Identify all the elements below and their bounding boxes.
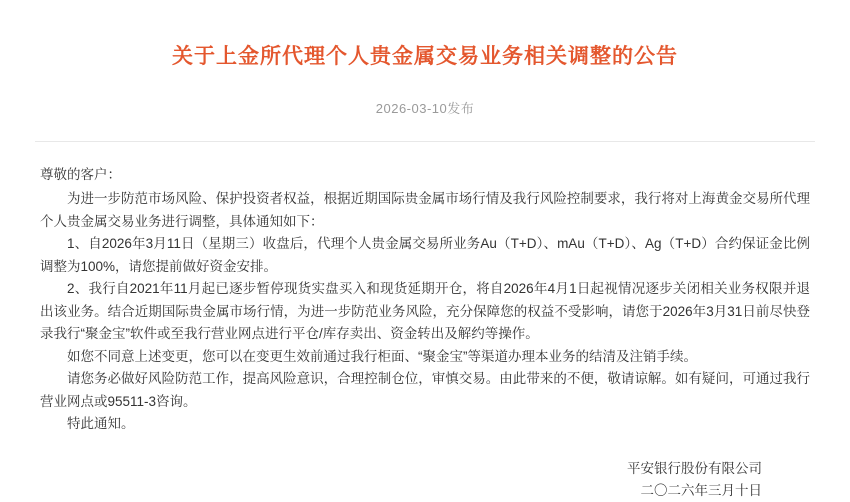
paragraph-closing: 特此通知。: [67, 416, 135, 431]
signature-date: 二〇二六年三月十日: [640, 482, 762, 498]
signature-organization: 平安银行股份有限公司: [627, 460, 762, 476]
paragraph-intro: 为进一步防范市场风险、保护投资者权益，根据近期国际贵金属市场行情及我行风险控制要求，我行将对上海黄金交易所代理个人贵金属交易业务进行调整，具体通知如下：: [40, 191, 810, 229]
paragraph-opt-out: 如您不同意上述变更，您可以在变更生效前通过我行柜面、“聚金宝”等渠道办理本业务的结清及注销手续。: [67, 348, 697, 364]
paragraph-item-1: 1、自2026年3月11日（星期三）收盘后，代理个人贵金属交易所业务Au（T+D）、mAu（T+D）、Ag（T+D）合约保证金比例调整为100%，请您提前做好资金安排。: [40, 236, 810, 274]
publish-date: 2026-03-10发布: [375, 101, 475, 116]
announcement-body: [0, 142, 850, 502]
page-title: 关于上金所代理个人贵金属交易业务相关调整的公告: [172, 45, 678, 68]
paragraph-item-2: 2、我行自2021年11月起已逐步暂停现货实盘买入和现货延期开仓，将自2026年4月1日起视情况逐步关闭相关业务权限并退出该业务。结合近期国际贵金属市场行情，为进一步防范业务风险，充分保障您的权益不受影响，请您于2026年3月31日前尽快登录我行“聚金宝”软件或至我行营业网点进行平仓/库存卖出、资金转出及解约等操作。: [40, 281, 810, 341]
salutation: 尊敬的客户：: [40, 167, 121, 182]
signature-block: [40, 458, 810, 502]
paragraph-risk-notice: 请您务必做好风险防范工作，提高风险意识，合理控制仓位，审慎交易。由此带来的不便，敬请谅解。如有疑问，可通过我行营业网点或95511-3咨询。: [40, 371, 810, 409]
